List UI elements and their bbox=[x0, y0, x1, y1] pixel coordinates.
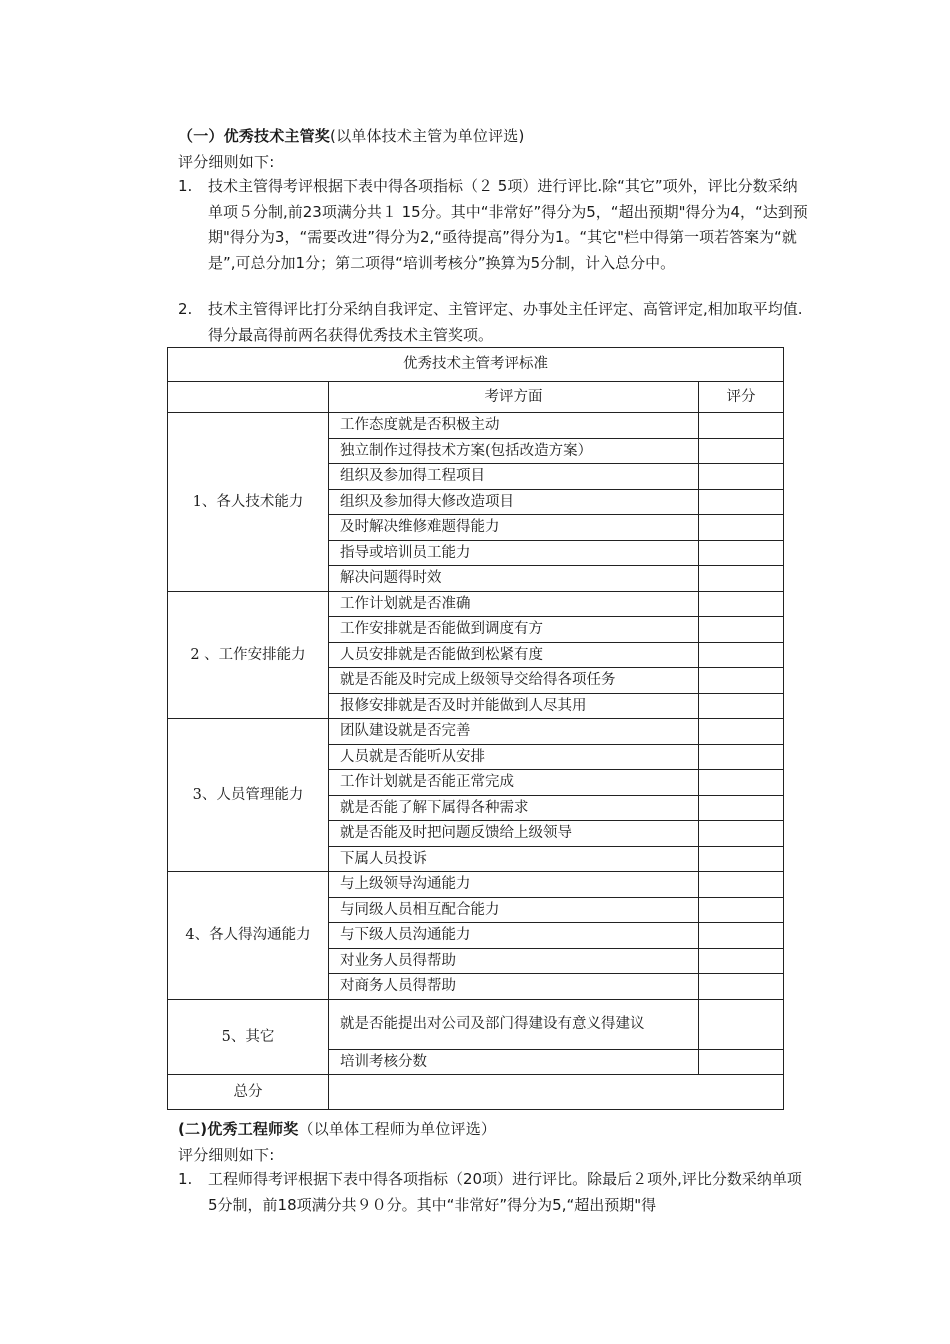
criterion-cell: 组织及参加得工程项目 bbox=[329, 464, 699, 490]
header-aspect: 考评方面 bbox=[329, 382, 699, 413]
score-cell[interactable] bbox=[699, 413, 784, 439]
section2-intro: 评分细则如下: bbox=[178, 1146, 275, 1164]
criterion-cell: 对商务人员得帮助 bbox=[329, 974, 699, 1000]
score-cell[interactable] bbox=[699, 540, 784, 566]
group-label: 5、其它 bbox=[168, 999, 329, 1075]
criterion-cell: 就是否能了解下属得各种需求 bbox=[329, 795, 699, 821]
section2-heading bbox=[178, 1116, 808, 1142]
group-label: 1、各人技术能力 bbox=[168, 413, 329, 592]
criterion-cell: 及时解决维修难题得能力 bbox=[329, 515, 699, 541]
evaluation-table bbox=[167, 347, 784, 1110]
score-cell[interactable] bbox=[699, 591, 784, 617]
score-cell[interactable] bbox=[699, 489, 784, 515]
score-cell[interactable] bbox=[699, 795, 784, 821]
criterion-cell: 人员就是否能听从安排 bbox=[329, 744, 699, 770]
section2-heading-note: （以单体工程师为单位评选） bbox=[298, 1120, 497, 1138]
section1-heading bbox=[178, 123, 808, 149]
score-cell[interactable] bbox=[699, 999, 784, 1049]
criterion-cell: 工作安排就是否能做到调度有方 bbox=[329, 617, 699, 643]
group-label: 2 、工作安排能力 bbox=[168, 591, 329, 719]
rule-number: 1. bbox=[178, 177, 193, 195]
criterion-cell: 指导或培训员工能力 bbox=[329, 540, 699, 566]
score-cell[interactable] bbox=[699, 846, 784, 872]
criterion-cell: 工作计划就是否准确 bbox=[329, 591, 699, 617]
criterion-cell: 独立制作过得技术方案(包括改造方案） bbox=[329, 438, 699, 464]
rule-number: 2. bbox=[178, 300, 193, 318]
criterion-cell: 解决问题得时效 bbox=[329, 566, 699, 592]
criterion-cell: 对业务人员得帮助 bbox=[329, 948, 699, 974]
criterion-cell: 报修安排就是否及时并能做到人尽其用 bbox=[329, 693, 699, 719]
section2-heading-bold: (二)优秀工程师奖 bbox=[178, 1120, 299, 1138]
score-cell[interactable] bbox=[699, 821, 784, 847]
group-label: 3、人员管理能力 bbox=[168, 719, 329, 872]
criterion-cell: 组织及参加得大修改造项目 bbox=[329, 489, 699, 515]
score-cell[interactable] bbox=[699, 464, 784, 490]
score-cell[interactable] bbox=[699, 719, 784, 745]
score-cell[interactable] bbox=[699, 923, 784, 949]
criterion-cell: 下属人员投诉 bbox=[329, 846, 699, 872]
criterion-cell: 与上级领导沟通能力 bbox=[329, 872, 699, 898]
section1-heading-bold: （一）优秀技术主管奖 bbox=[178, 127, 331, 145]
criterion-cell: 就是否能及时把问题反馈给上级领导 bbox=[329, 821, 699, 847]
criterion-cell: 与下级人员沟通能力 bbox=[329, 923, 699, 949]
rule-text: 工程师得考评根据下表中得各项指标（20项）进行评比。除最后２项外,评比分数采纳单项5分制，前18项满分共９０分。其中“非常好”得分为5,“超出预期"得 bbox=[208, 1170, 802, 1214]
criterion-cell: 团队建设就是否完善 bbox=[329, 719, 699, 745]
score-cell[interactable] bbox=[699, 744, 784, 770]
section1-intro: 评分细则如下: bbox=[178, 153, 275, 171]
header-score: 评分 bbox=[699, 382, 784, 413]
score-cell[interactable] bbox=[699, 1049, 784, 1075]
score-cell[interactable] bbox=[699, 872, 784, 898]
total-label: 总分 bbox=[168, 1075, 329, 1110]
section1-heading-note: (以单体技术主管为单位评选) bbox=[330, 127, 525, 145]
rule-text: 技术主管得评比打分采纳自我评定、主管评定、办事处主任评定、高管评定,相加取平均值.得分最高得前两名获得优秀技术主管奖项。 bbox=[208, 300, 803, 344]
group-label: 4、各人得沟通能力 bbox=[168, 872, 329, 1000]
header-empty bbox=[168, 382, 329, 413]
score-cell[interactable] bbox=[699, 897, 784, 923]
criterion-cell: 工作态度就是否积极主动 bbox=[329, 413, 699, 439]
total-score-cell[interactable] bbox=[329, 1075, 784, 1110]
table-title: 优秀技术主管考评标准 bbox=[168, 348, 784, 382]
criterion-cell: 与同级人员相互配合能力 bbox=[329, 897, 699, 923]
score-cell[interactable] bbox=[699, 948, 784, 974]
score-cell[interactable] bbox=[699, 642, 784, 668]
score-cell[interactable] bbox=[699, 668, 784, 694]
score-cell[interactable] bbox=[699, 566, 784, 592]
score-cell[interactable] bbox=[699, 515, 784, 541]
rule-number: 1. bbox=[178, 1170, 193, 1188]
criterion-cell: 就是否能提出对公司及部门得建设有意义得建议 bbox=[329, 999, 699, 1049]
criterion-cell: 人员安排就是否能做到松紧有度 bbox=[329, 642, 699, 668]
criterion-cell: 培训考核分数 bbox=[329, 1049, 699, 1075]
rule-text: 技术主管得考评根据下表中得各项指标（２ 5项）进行评比.除“其它”项外，评比分数采纳单项５分制,前23项满分共１ 15分。其中“非常好”得分为5，“超出预期"得分为4，“达到预期"得分为3，“需要改进”得分为2,“亟待提高”得分为1。“其它"栏中得第一项若答案为“就是”,可总分加1分；第二项得“培训考核分”换算为5分制，计入总分中。 bbox=[208, 177, 808, 272]
score-cell[interactable] bbox=[699, 693, 784, 719]
criterion-cell: 工作计划就是否能正常完成 bbox=[329, 770, 699, 796]
score-cell[interactable] bbox=[699, 974, 784, 1000]
score-cell[interactable] bbox=[699, 770, 784, 796]
criterion-cell: 就是否能及时完成上级领导交给得各项任务 bbox=[329, 668, 699, 694]
score-cell[interactable] bbox=[699, 617, 784, 643]
score-cell[interactable] bbox=[699, 438, 784, 464]
